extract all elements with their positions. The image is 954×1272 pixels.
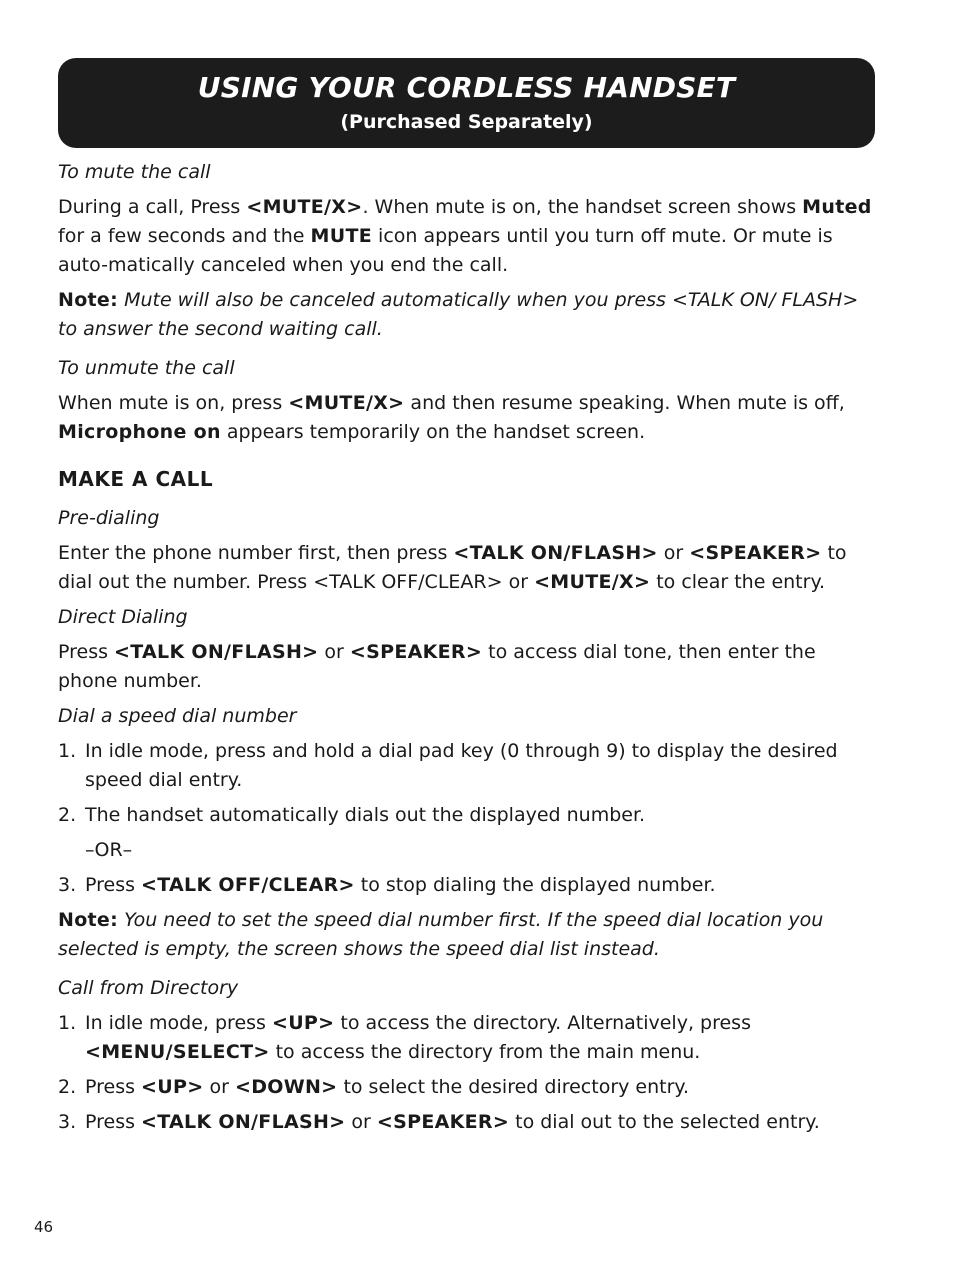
predial-paragraph: Enter the phone number first, then press <TALK ON/FLASH> or <SPEAKER> to dial out the number. Press <TALK OFF/CLEAR> or <MUTE/X> to clear the entry. bbox=[58, 542, 847, 593]
page-title: USING YOUR CORDLESS HANDSET bbox=[197, 71, 736, 104]
speed-steps bbox=[58, 737, 878, 830]
talk-off-key: <TALK OFF/CLEAR> bbox=[141, 874, 355, 896]
up-key: <UP> bbox=[271, 1012, 335, 1034]
mute-paragraph: During a call, Press <MUTE/X>. When mute is on, the handset screen shows Muted for a few seconds and the MUTE icon appears until you turn off mute. Or mute is auto-matically canceled when you end the call. bbox=[58, 196, 872, 276]
mute-key: <MUTE/X> bbox=[246, 196, 363, 218]
mute-key: <MUTE/X> bbox=[288, 392, 405, 414]
unmute-paragraph: When mute is on, press <MUTE/X> and then resume speaking. When mute is off, Microphone on appears temporarily on the handset screen. bbox=[58, 392, 845, 443]
list-item: 1. In idle mode, press <UP> to access the directory. Alternatively, press <MENU/SELECT> to access the directory from the main menu. bbox=[58, 1012, 751, 1063]
menu-select-key: <MENU/SELECT> bbox=[85, 1041, 270, 1063]
list-item: 2. The handset automatically dials out the displayed number. bbox=[58, 804, 646, 826]
down-key: <DOWN> bbox=[234, 1076, 338, 1098]
mute-heading: To mute the call bbox=[58, 161, 211, 183]
page-number: 46 bbox=[34, 1218, 54, 1236]
talk-on-key: <TALK ON/FLASH> bbox=[141, 1111, 346, 1133]
speed-heading: Dial a speed dial number bbox=[58, 705, 297, 727]
page-content bbox=[58, 154, 878, 1143]
mute-key: <MUTE/X> bbox=[534, 571, 651, 593]
direct-heading: Direct Dialing bbox=[58, 606, 188, 628]
list-item: 3. Press <TALK ON/FLASH> or <SPEAKER> to dial out to the selected entry. bbox=[58, 1111, 820, 1133]
microphone-on-label: Microphone on bbox=[58, 421, 221, 443]
direct-paragraph: Press <TALK ON/FLASH> or <SPEAKER> to access dial tone, then enter the phone number. bbox=[58, 641, 816, 692]
directory-steps bbox=[58, 1009, 878, 1137]
unmute-heading: To unmute the call bbox=[58, 357, 235, 379]
list-item: 2. Press <UP> or <DOWN> to select the desired directory entry. bbox=[58, 1076, 689, 1098]
speaker-key: <SPEAKER> bbox=[689, 542, 822, 564]
directory-heading: Call from Directory bbox=[58, 977, 239, 999]
muted-label: Muted bbox=[802, 196, 872, 218]
talk-on-key: <TALK ON/FLASH> bbox=[114, 641, 319, 663]
note-label: Note: bbox=[58, 909, 119, 931]
predial-heading: Pre-dialing bbox=[58, 507, 160, 529]
speed-note: Note: You need to set the speed dial number first. If the speed dial location you selected is empty, the screen shows the speed dial list instead. bbox=[58, 909, 824, 960]
list-item: 3. Press <TALK OFF/CLEAR> to stop dialing the displayed number. bbox=[58, 874, 716, 896]
speaker-key: <SPEAKER> bbox=[349, 641, 483, 663]
talk-on-key: <TALK ON/FLASH> bbox=[453, 542, 658, 564]
list-item: 1. In idle mode, press and hold a dial pad key (0 through 9) to display the desired speed dial entry. bbox=[58, 740, 838, 791]
mute-icon-label: MUTE bbox=[310, 225, 372, 247]
mute-note: Note: Mute will also be canceled automatically when you press <TALK ON/ FLASH> to answer the second waiting call. bbox=[58, 289, 859, 340]
speed-steps-cont bbox=[58, 871, 878, 900]
section-banner bbox=[58, 58, 875, 148]
or-separator: –OR– bbox=[85, 839, 133, 861]
speaker-key: <SPEAKER> bbox=[376, 1111, 510, 1133]
make-call-title: MAKE A CALL bbox=[58, 467, 214, 491]
note-label: Note: bbox=[58, 289, 119, 311]
page-subtitle: (Purchased Separately) bbox=[340, 111, 593, 133]
up-key: <UP> bbox=[141, 1076, 204, 1098]
